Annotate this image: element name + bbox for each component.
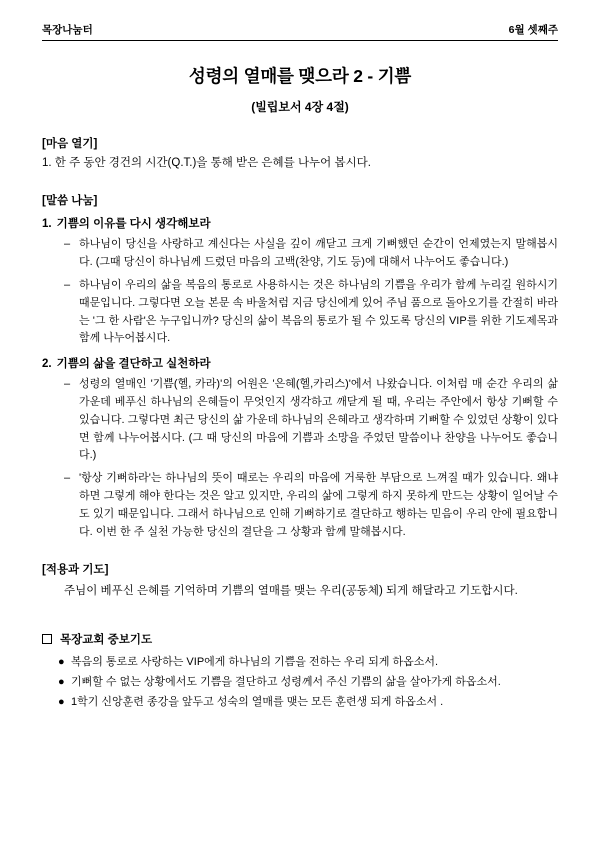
checkbox-icon xyxy=(42,634,52,644)
section-heading-apply: [적용과 기도] xyxy=(42,564,109,577)
open-question-1: 1. 한 주 동안 경건의 시간(Q.T.)을 통해 받은 은혜를 나누어 봅시다. xyxy=(42,157,371,169)
prayer-item-2-text: 기뻐할 수 없는 상황에서도 기쁨을 결단하고 성령께서 주신 기쁨의 삶을 살아가게 하옵소서. xyxy=(71,675,501,688)
dash-icon: – xyxy=(64,278,71,291)
bullet-icon: ● xyxy=(58,655,65,668)
point-2-item-1-text: 성령의 열매인 '기쁨(헬, 카라)'의 어원은 '은혜(헬,카리스)'에서 나왔습니다. 이처럼 매 순간 우리의 삶 가운데 베푸신 하나님의 은혜들이 무엇인지 생각하고 깨닫게 될 때, 우리는 주안에서 항상 기뻐할 수 있습니다. 그렇다면 최근 당신의 삶 가운데 하나님의 은혜라고 생각하며 기뻐할 수 있었던 상황이 있다면 함께 나누어봅시다. (그 때 당신의 마음에 기쁨과 소망을 주었던 말씀이나 찬양을 나누어도 좋습니다.) xyxy=(79,378,558,462)
prayer-item-1-text: 복음의 통로로 사랑하는 VIP에게 하나님의 기쁨을 전하는 우리 되게 하옵소서. xyxy=(71,655,439,668)
bullet-icon: ● xyxy=(58,675,65,688)
point-2-item-2 xyxy=(42,470,558,541)
dash-icon: – xyxy=(64,238,71,251)
point-1-item-2 xyxy=(42,277,558,348)
page-title: 성령의 열매를 맺으라 2 - 기쁨 xyxy=(188,66,412,86)
apply-paragraph: 주님이 베푸신 은혜를 기억하며 기쁨의 열매를 맺는 우리(공동체) 되게 해달라고 기도합시다. xyxy=(64,585,518,598)
header-right-text: 6월 셋째주 xyxy=(508,24,558,36)
page-header xyxy=(42,22,558,41)
point-1-item-2-text: 하나님이 우리의 삶을 복음의 통로로 사용하시는 것은 하나님의 기쁨을 우리가 함께 누리길 원하시기 때문입니다. 그렇다면 오늘 본문 속 바울처럼 지금 당신에게 있어 주님 품으로 돌아오기를 간절히 바라는 '그 한 사람'은 누구입니까? 당신의 삶이 복음의 통로가 될 수 있도록 당신의 VIP를 위한 기도제목과 함께 나누어봅시다. xyxy=(79,278,558,345)
point-1-item-1-text: 하나님이 당신을 사랑하고 계신다는 사실을 깊이 깨닫고 크게 기뻐했던 순간이 언제였는지 말해봅시다. (그때 당신이 하나님께 드렸던 마음의 고백(찬양, 기도 등)에 대해서 나누어도 좋습니다.) xyxy=(79,238,558,269)
point-2-title: 기쁨의 삶을 결단하고 실천하라 xyxy=(56,358,211,371)
header-left-text: 목장나눔터 xyxy=(42,24,93,36)
section-heading-open: [마음 열기] xyxy=(42,138,98,150)
point-1-heading xyxy=(42,215,558,231)
point-1-number: 1. xyxy=(42,218,52,231)
prayer-item-3 xyxy=(42,694,558,711)
point-2-item-2-text: '항상 기뻐하라'는 하나님의 뜻이 때로는 우리의 마음에 거룩한 부담으로 느껴질 때가 있습니다. 왜냐하면 그렇게 해야 한다는 것은 알고 있지만, 우리의 삶에 그렇게 하지 못하게 만드는 상황이 일어날 수도 있기 때문입니다. 그래서 하나님으로 인해 기뻐하기로 결단하고 행하는 믿음이 우리 안에 필요합니다. 이번 한 주 실천 가능한 당신의 결단을 그 상황과 함께 말해봅시다. xyxy=(79,472,558,538)
point-2-number: 2. xyxy=(42,358,52,371)
point-1-item-1 xyxy=(42,236,558,272)
prayer-item-2 xyxy=(42,674,558,691)
point-2-heading xyxy=(42,355,558,371)
prayer-item-3-text: 1학기 신앙훈련 종강을 앞두고 성숙의 열매를 맺는 모든 훈련생 되게 하옵소서 . xyxy=(71,695,444,708)
section-heading-word: [말씀 나눔] xyxy=(42,195,98,208)
dash-icon: – xyxy=(64,378,71,391)
dash-icon: – xyxy=(64,472,71,485)
page-subtitle: (빌립보서 4장 4절) xyxy=(251,100,349,114)
prayer-section-heading xyxy=(42,631,558,647)
point-1-title: 기쁨의 이유를 다시 생각해보라 xyxy=(56,218,211,231)
prayer-item-1 xyxy=(42,654,558,671)
title-block xyxy=(42,63,558,115)
prayer-heading-label: 목장교회 중보기도 xyxy=(60,633,153,646)
point-2-item-1 xyxy=(42,376,558,465)
bullet-icon: ● xyxy=(58,695,65,708)
